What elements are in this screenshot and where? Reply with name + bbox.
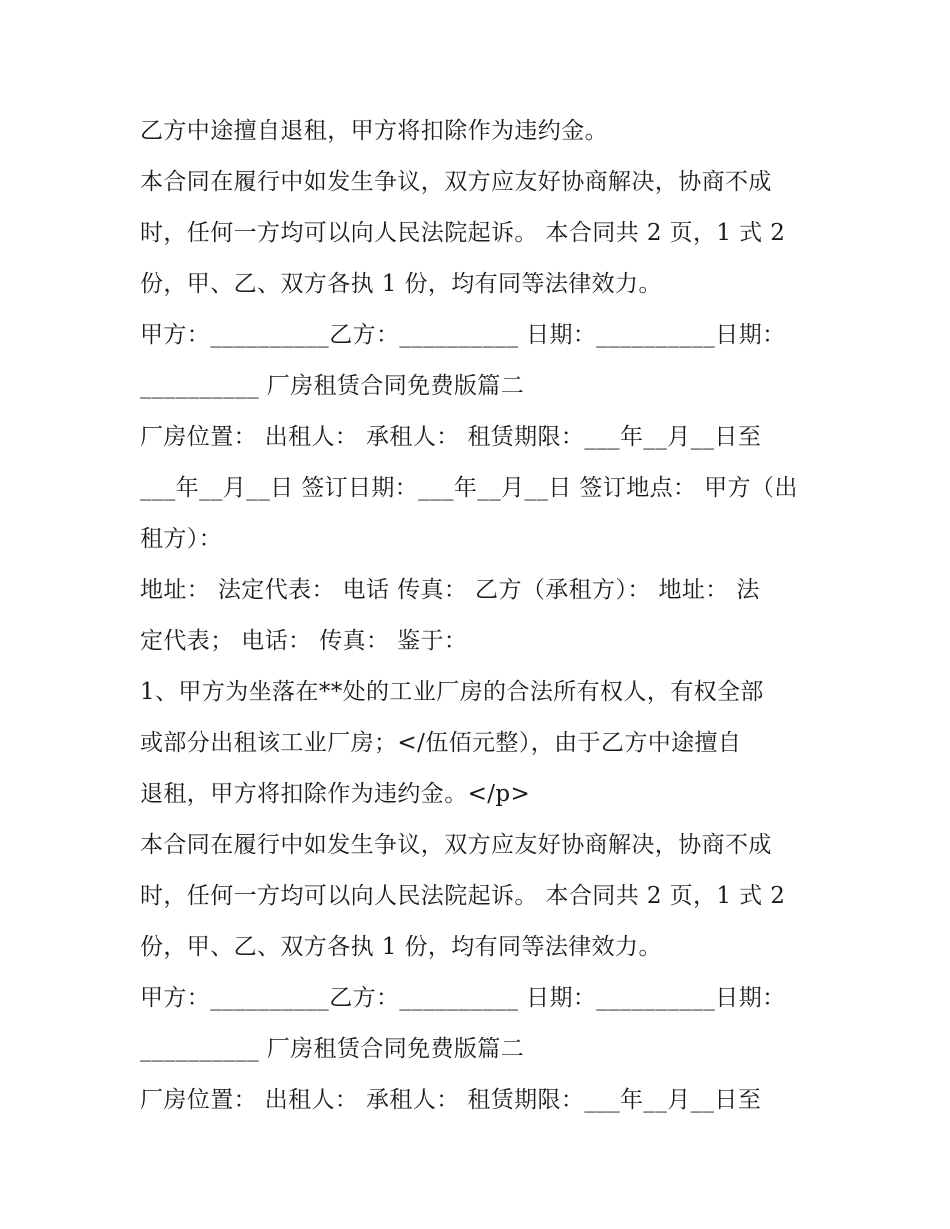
text-line: ___年__月__日 签订日期：___年__月__日 签订地点： 甲方（出	[140, 475, 798, 501]
text-line: 本合同在履行中如发生争议，双方应友好协商解决，协商不成	[140, 169, 772, 195]
text-line: 租方）：	[140, 526, 223, 552]
text-line: 份，甲、乙、双方各执 1 份，均有同等法律效力。	[140, 271, 662, 297]
text-line: 厂房位置： 出租人： 承租人： 租赁期限：___年__月__日至	[140, 1087, 762, 1113]
signature-line: 甲方：__________乙方：__________ 日期：__________日期：	[140, 322, 786, 348]
signature-line: 甲方：__________乙方：__________ 日期：__________日期：	[140, 985, 786, 1011]
text-line: 1、甲方为坐落在**处的工业厂房的合法所有权人，有权全部	[140, 679, 764, 705]
text-line: 退租，甲方将扣除作为违约金。</p>	[140, 781, 531, 807]
text-line: 时，任何一方均可以向人民法院起诉。 本合同共 2 页，1 式 2	[140, 883, 786, 909]
text-line: 厂房位置： 出租人： 承租人： 租赁期限：___年__月__日至	[140, 424, 762, 450]
text-line: 地址： 法定代表： 电话 传真： 乙方（承租方）： 地址： 法	[140, 577, 760, 603]
text-line: 份，甲、乙、双方各执 1 份，均有同等法律效力。	[140, 934, 662, 960]
text-line: 时，任何一方均可以向人民法院起诉。 本合同共 2 页，1 式 2	[140, 220, 786, 246]
section-heading-line: __________ 厂房租赁合同免费版篇二	[140, 373, 525, 399]
text-line: 或部分出租该工业厂房；</伍佰元整），由于乙方中途擅自	[140, 730, 742, 756]
text-line: 乙方中途擅自退租，甲方将扣除作为违约金。	[140, 118, 608, 144]
section-heading-line: __________ 厂房租赁合同免费版篇二	[140, 1036, 525, 1062]
text-line: 定代表； 电话： 传真： 鉴于：	[140, 628, 468, 654]
text-line: 本合同在履行中如发生争议，双方应友好协商解决，协商不成	[140, 832, 772, 858]
document-body	[140, 106, 820, 1126]
